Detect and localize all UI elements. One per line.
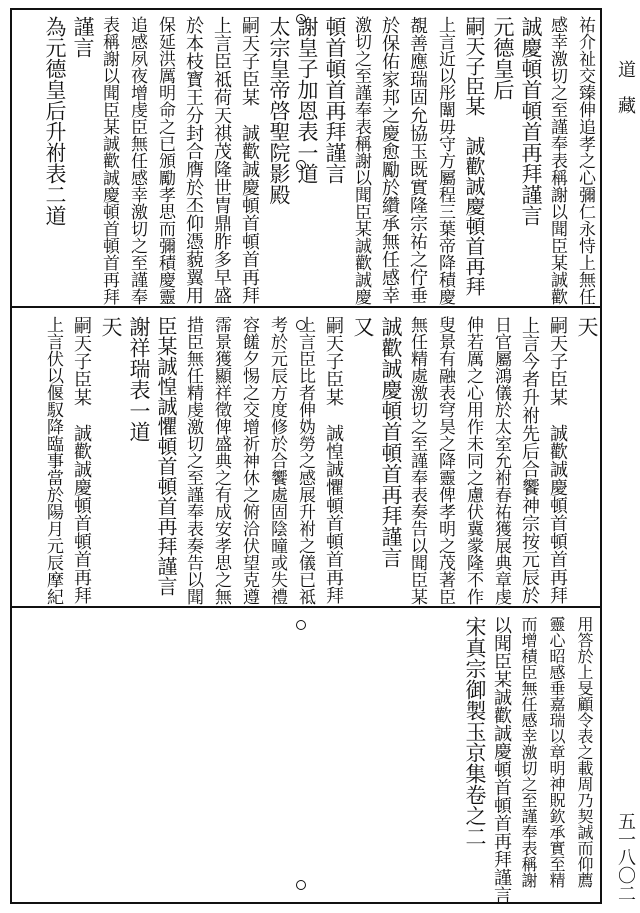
text-column: 保延洪厲明命之已頒勵孝思而彌積慶靈 xyxy=(155,16,175,305)
section-circle-mark xyxy=(296,620,306,630)
text-column: 為元德皇后升祔表二道 xyxy=(43,16,67,226)
section-circle-mark xyxy=(296,880,306,890)
text-column: 無任精處激切之至謹奉表奏告以聞臣某 xyxy=(407,316,427,605)
text-column: 激切之至謹奉表稱謝以聞臣某誠歡誠慶 xyxy=(351,16,371,305)
text-column: 元德皇后 xyxy=(491,16,515,100)
text-column: 措臣無任精虔激切之至謹奉表奏告以聞 xyxy=(183,316,203,605)
text-column: 謝皇子加恩表一道 xyxy=(295,16,319,184)
collection-title: 道 藏 xyxy=(615,60,636,114)
text-column: 誠歡誠慶頓首頓首再拜謹言 xyxy=(379,316,403,568)
text-column: 用答於上旻顧令表之載周乃契誠而仰薦 xyxy=(575,616,594,888)
text-column: 宋真宗御製玉京集卷之二 xyxy=(463,616,487,847)
text-column: 嗣天子臣某 誠惶誠懼頓首頓首再拜 xyxy=(323,316,344,604)
text-column: 臣某誠惶誠懼頓首頓首再拜謹言 xyxy=(154,316,178,596)
text-column: 嗣天子臣某 誠歡誠慶頓首頓首再拜 xyxy=(547,316,568,604)
text-column: 嗣天子臣某 誠歡誠慶頓首再拜 xyxy=(462,16,486,296)
text-column: 祐介祉交臻伸追孝之心彌仁永恃上無任 xyxy=(575,16,595,305)
text-column: 上言臣比者伸妫勞之感展升祔之儀已祗 xyxy=(295,316,315,605)
text-column: 以聞臣某誠歡誠慶頓首頓首再拜謹言 xyxy=(491,616,512,904)
text-column: 覩善應瑞固允協玉既實隆宗祐之佇垂 xyxy=(407,16,428,304)
text-column: 於保佑家邦之慶愈勵於纘承無任感幸 xyxy=(379,16,400,304)
text-column: 表稱謝以聞臣某誠歡誠慶頓首頓首再拜 xyxy=(99,16,119,305)
text-column: 謝祥瑞表一道 xyxy=(127,316,151,442)
text-column: 追感夙夜增虔臣無任感幸激切之至謹奉 xyxy=(127,16,147,305)
text-column: 又 xyxy=(351,316,375,337)
text-column: 上言今者升祔先后合饗神宗按元辰於 xyxy=(519,316,540,604)
panel-divider-lower xyxy=(10,606,602,608)
text-column: 上言伏以偃馭降臨事當於陽月元辰摩紀 xyxy=(43,316,63,605)
text-column: 謹言 xyxy=(71,16,95,58)
text-column: 日官屬鴻儀於太室允祔春祐獲展典章虔 xyxy=(491,316,511,605)
text-column: 靈心昭感垂嘉瑞以章明神貺欽承實至精 xyxy=(547,616,566,888)
text-column: 霈景獲顯祥徵俾盛典之有成安孝思之無 xyxy=(211,316,231,605)
text-column: 容饈夕惕之交增祈神休之俯洽伏望克遵 xyxy=(239,316,259,605)
text-column: 天 xyxy=(575,316,599,337)
text-column: 於本枝寳王分封合膺於丕仰憑藐翼用 xyxy=(183,16,204,304)
text-column: 考於元辰方度修於合饗處固陰曈或失禮 xyxy=(267,316,287,605)
text-column: 誠慶頓首頓首再拜謹言 xyxy=(519,16,543,226)
text-column: 頓首頓首再拜謹言 xyxy=(323,16,347,184)
text-column: 嗣天子臣某 誠歡誠慶頓首頓首再拜 xyxy=(239,16,260,304)
text-column: 太宗皇帝啓聖院影殿 xyxy=(267,16,291,205)
page-number: 五一八〇二 xyxy=(615,812,636,902)
text-column: 天 xyxy=(99,316,123,337)
text-column: 而增積臣無任感幸激切之至謹奉表稱謝 xyxy=(519,616,538,888)
text-column: 感幸激切之至謹奉表稱謝以聞臣某誠歡 xyxy=(547,16,567,305)
text-column: 上言臣祗荷天祺茂隆世冑鼎胙多早盛 xyxy=(211,16,232,304)
panel-divider-upper xyxy=(10,306,602,308)
text-column: 伸若厲之心用作未同之慮伏冀䝉隆不作 xyxy=(463,316,483,605)
text-column: 叟景有融表穹昊之降靈俾孝明之茂著臣 xyxy=(435,316,455,605)
text-column: 上言近以彤闈毋守方屬程三葉帝降積慶 xyxy=(435,16,455,305)
text-column: 嗣天子臣某 誠歡誠慶頓首頓首再拜 xyxy=(71,316,92,604)
